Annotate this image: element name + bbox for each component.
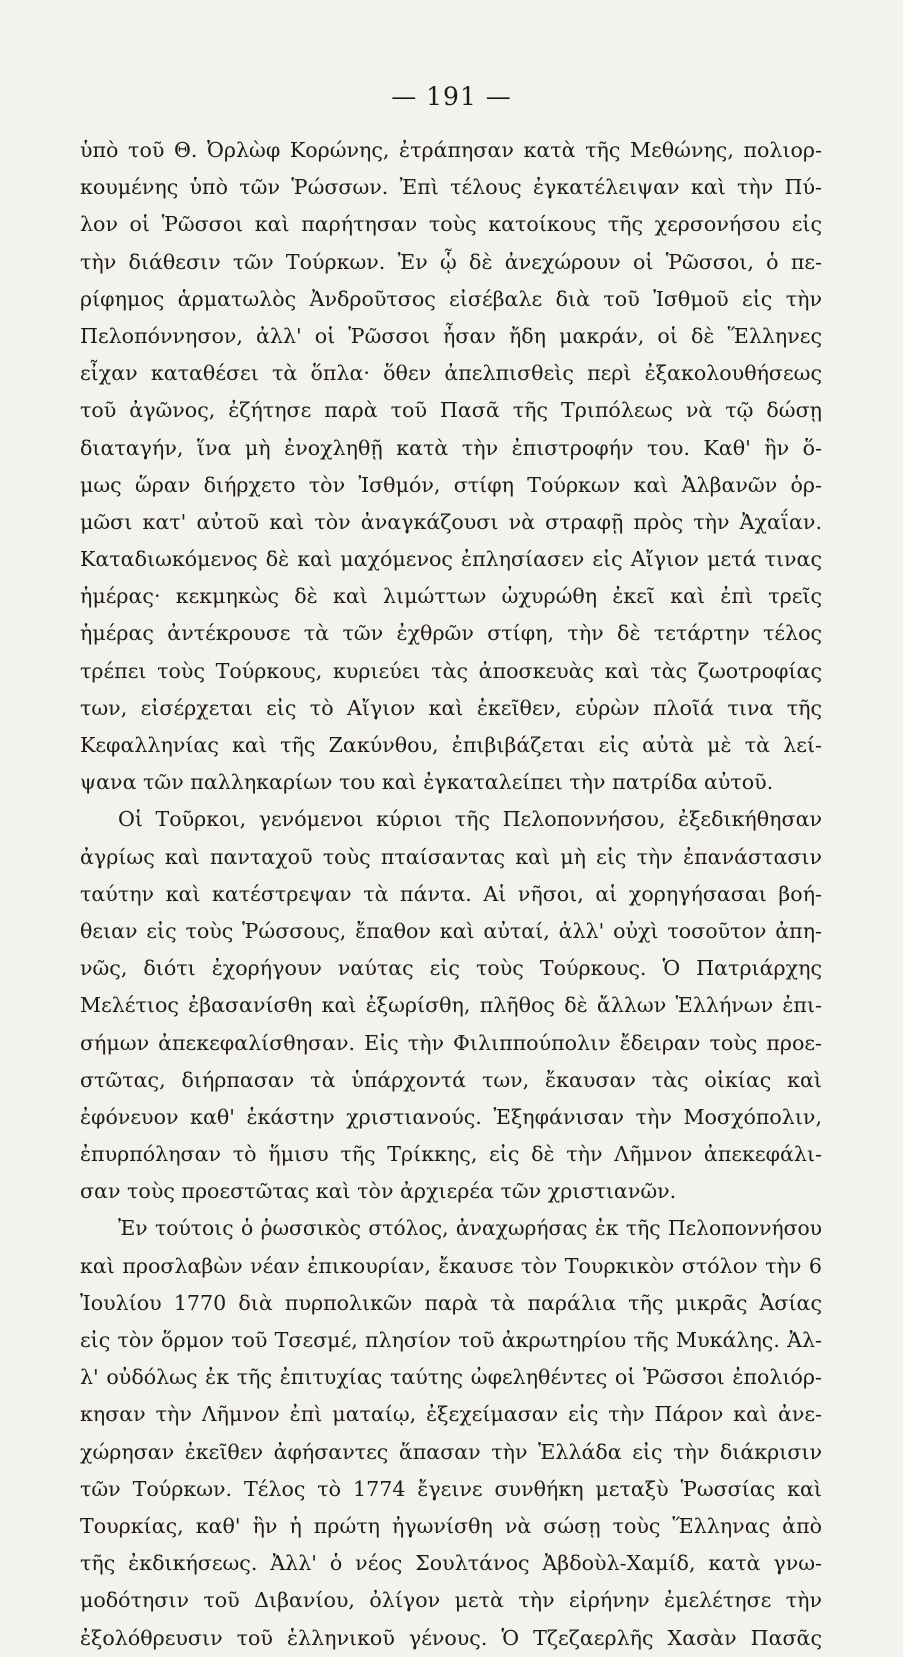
text-line: Κεφαλληνίας καὶ τῆς Ζακύνθου, ἐπιβιβάζεται εἰς αὐτὰ μὲ τὰ λεί- [80,733,822,757]
text-line: τῶν Τούρκων. Τέλος τὸ 1774 ἔγεινε συνθήκη μεταξὺ Ῥωσσίας καὶ [80,1476,822,1501]
text-line: Καταδιωκόμενος δὲ καὶ μαχόμενος ἐπλησίασεν εἰς Αἴγιον μετά τινας [80,547,822,572]
text-line: λον οἱ Ῥῶσσοι καὶ παρήτησαν τοὺς κατοίκους τῆς χερσονήσου εἰς [80,212,822,237]
text-line: σαν τοὺς προεστῶτας καὶ τὸν ἀρχιερέα τῶν χριστιανῶν. [80,1179,677,1204]
text-line: ἐπυρπόλησαν τὸ ἥμισυ τῆς Τρίκκης, εἰς δὲ τὴν Λῆμνον ἀπεκεφάλι- [80,1142,822,1167]
text-line: μοδότησιν τοῦ Διβανίου, ὀλίγον μετὰ τὴν εἰρήνην ἐμελέτησε τὴν [80,1588,822,1613]
text-line: ἀγρίως καὶ πανταχοῦ τοὺς πταίσαντας καὶ μὴ εἰς τὴν ἐπανάστασιν [80,844,822,869]
text-line: Ἐν τούτοις ὁ ῥωσσικὸς στόλος, ἀναχωρήσας ἐκ τῆς Πελοποννήσου [118,1216,822,1241]
text-line: τὴν διάθεσιν τῶν Τούρκων. Ἐν ᾧ δὲ ἀνεχώρουν οἱ Ῥῶσσοι, ὁ πε- [80,249,822,274]
text-line: νῶς, διότι ἐχορήγουν ναύτας εἰς τοὺς Τούρκους. Ὁ Πατριάρχης [80,956,822,981]
text-line: Τουρκίας, καθ' ἣν ἡ πρώτη ἠγωνίσθη νὰ σώσῃ τοὺς Ἕλληνας ἀπὸ [80,1513,822,1538]
text-line: των, εἰσέρχεται εἰς τὸ Αἴγιον καὶ ἐκεῖθεν, εὑρὼν πλοῖά τινα τῆς [80,695,822,720]
text-line: ἐφόνευον καθ' ἑκάστην χριστιανούς. Ἐξηφάνισαν τὴν Μοσχόπολιν, [80,1104,822,1129]
text-line: χώρησαν ἐκεῖθεν ἀφήσαντες ἅπασαν τὴν Ἑλλάδα εἰς τὴν διάκρισιν [80,1439,822,1464]
text-line: σήμων ἀπεκεφαλίσθησαν. Εἰς τὴν Φιλιππούπολιν ἔδειραν τοὺς προε- [80,1030,822,1055]
text-line: εἰς τὸν ὅρμον τοῦ Τσεσμέ, πλησίον τοῦ ἀκρωτηρίου τῆς Μυκάλης. Ἀλ- [80,1328,822,1352]
text-line: διαταγήν, ἵνα μὴ ἐνοχληθῇ κατὰ τὴν ἐπιστροφήν του. Καθ' ἣν ὅ- [80,435,822,460]
text-line: ἡμέρας· κεκμηκὼς δὲ καὶ λιμώττων ὠχυρώθη ἐκεῖ καὶ ἐπὶ τρεῖς [80,584,822,609]
text-line: ρίφημος ἁρματωλὸς Ἀνδροῦτσος εἰσέβαλε διὰ τοῦ Ἰσθμοῦ εἰς τὴν [80,286,822,311]
text-line: τρέπει τοὺς Τούρκους, κυριεύει τὰς ἀποσκευὰς καὶ τὰς ζωοτροφίας [80,658,822,683]
text-line: τῆς ἐκδικήσεως. Ἀλλ' ὁ νέος Σουλτάνος Ἀβδοὺλ-Χαμίδ, κατὰ γνω- [80,1551,822,1576]
text-line: ὑπὸ τοῦ Θ. Ὀρλὼφ Κορώνης, ἐτράπησαν κατὰ τῆς Μεθώνης, πολιορ- [80,138,822,162]
text-line: ταύτην καὶ κατέστρεψαν τὰ πάντα. Αἱ νῆσοι, αἱ χορηγήσασαι βοή- [80,881,822,906]
text-line: εἶχαν καταθέσει τὰ ὅπλα· ὅθεν ἀπελπισθεὶς περὶ ἐξακολουθήσεως [80,361,822,386]
text-line: ἡμέρας ἀντέκρουσε τὰ τῶν ἐχθρῶν στίφη, τὴν δὲ τετάρτην τέλος [80,621,822,646]
text-line: μῶσι κατ' αὐτοῦ καὶ τὸν ἀναγκάζουσι νὰ στραφῇ πρὸς τὴν Ἀχαΐαν. [80,509,822,534]
text-line: στῶτας, διήρπασαν τὰ ὑπάρχοντά των, ἔκαυσαν τὰς οἰκίας καὶ [80,1067,822,1092]
text-line: ψανα τῶν παλληκαρίων του καὶ ἐγκαταλείπει τὴν πατρίδα αὐτοῦ. [80,770,774,795]
text-line: Οἱ Τοῦρκοι, γενόμενοι κύριοι τῆς Πελοποννήσου, ἐξεδικήθησαν [118,807,822,832]
text-line: τοῦ ἀγῶνος, ἐζήτησε παρὰ τοῦ Πασᾶ τῆς Τριπόλεως νὰ τῷ δώσῃ [80,398,822,423]
text-line: λ' οὐδόλως ἐκ τῆς ἐπιτυχίας ταύτης ὠφεληθέντες οἱ Ῥῶσσοι ἐπολιόρ- [80,1365,822,1390]
text-line: Μελέτιος ἐβασανίσθη καὶ ἐξωρίσθη, πλῆθος δὲ ἄλλων Ἑλλήνων ἐπι- [80,993,822,1018]
page-number: — 191 — [391,82,512,111]
text-line: καὶ προσλαβὼν νέαν ἐπικουρίαν, ἔκαυσε τὸν Τουρκικὸν στόλον τὴν 6 [80,1253,822,1278]
text-line: Πελοπόννησον, ἀλλ' οἱ Ῥῶσσοι ἦσαν ἤδη μακράν, οἱ δὲ Ἕλληνες [80,323,822,348]
text-line: ἐξολόθρευσιν τοῦ ἑλληνικοῦ γένους. Ὁ Τζεζαερλῆς Χασὰν Πασᾶς [80,1625,822,1650]
text-line: Ἰουλίου 1770 διὰ πυρπολικῶν παρὰ τὰ παράλια τῆς μικρᾶς Ἀσίας [80,1290,822,1315]
body-text [80,132,822,1657]
text-line: μως ὥραν διήρχετο τὸν Ἰσθμόν, στίφη Τούρκων καὶ Ἀλβανῶν ὁρ- [80,472,822,497]
text-line: κουμένης ὑπὸ τῶν Ῥώσσων. Ἐπὶ τέλους ἐγκατέλειψαν καὶ τὴν Πύ- [80,175,822,200]
text-line: κησαν τὴν Λῆμνον ἐπὶ ματαίῳ, ἐξεχείμασαν εἰς τὴν Πάρον καὶ ἀνε- [80,1402,822,1427]
text-line: θειαν εἰς τοὺς Ῥώσσους, ἔπαθον καὶ αὐταί, ἀλλ' οὐχὶ τοσοῦτον ἀπη- [80,918,822,943]
